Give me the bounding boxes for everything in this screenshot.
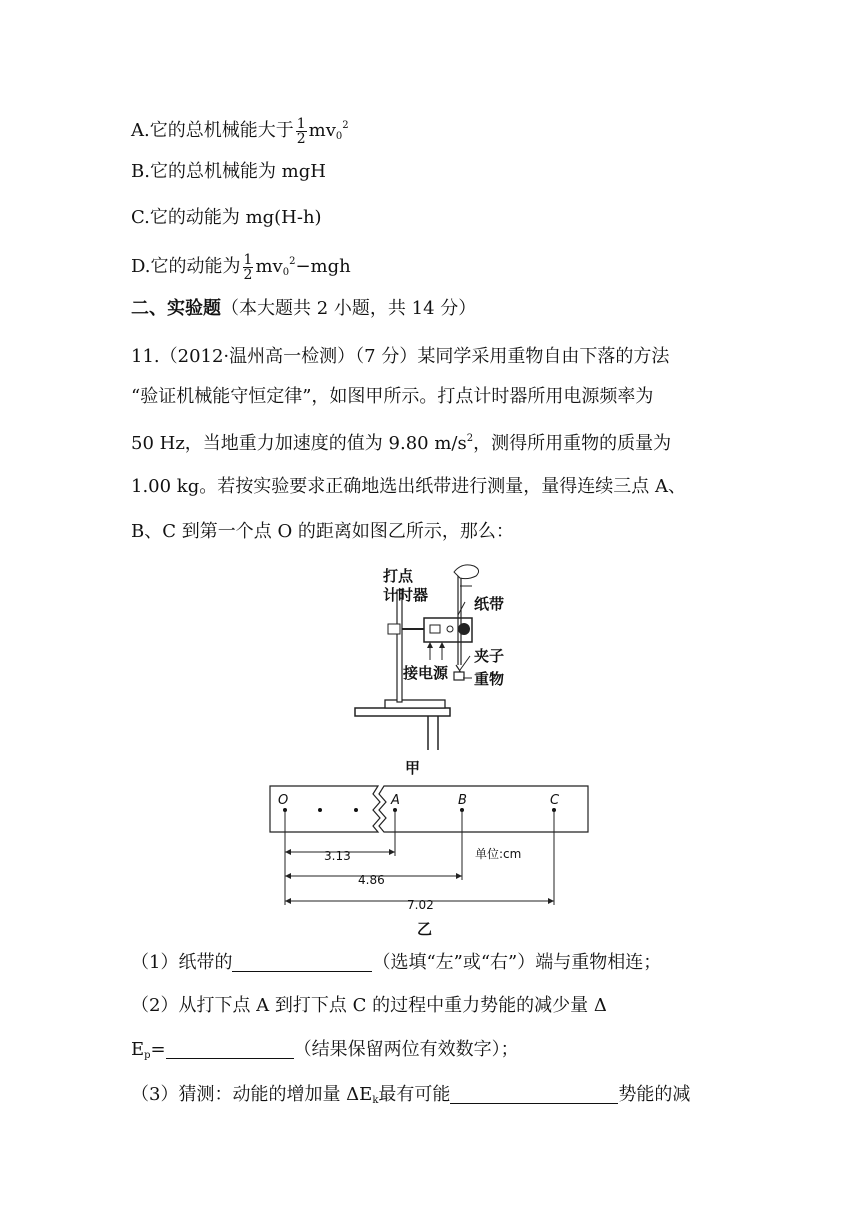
- timer-coil: [458, 623, 470, 635]
- answer-blank-1[interactable]: [232, 953, 372, 972]
- point-b-label: B: [458, 793, 467, 808]
- section-meta: （本大题共 2 小题，共 14 分）: [221, 298, 477, 319]
- question-line-3: 50 Hz，当地重力加速度的值为 9.80 $m/s^2$，测得所用重物的质量为: [131, 433, 672, 454]
- dot-2: [354, 808, 358, 812]
- section-title: 二、实验题: [131, 298, 221, 319]
- option-d-fraction: $\frac{1}{2}$: [243, 251, 253, 283]
- figure-a-caption: 甲: [405, 759, 421, 777]
- distance-oa: 3.13: [324, 849, 351, 863]
- tape-figure: [260, 780, 600, 920]
- section-heading: [131, 297, 476, 321]
- stand-clamp: [388, 624, 400, 634]
- sub-question-1: （1）纸带的 （选填“左”或“右”）端与重物相连；: [131, 952, 662, 973]
- option-a-fraction: $\frac{1}{2}$: [296, 115, 306, 147]
- option-d: D.它的动能为 $\frac{1}{2}$ $mv_0^2-mgh$: [131, 251, 351, 283]
- point-a-label: A: [391, 793, 400, 808]
- option-c: C.它的动能为 mg(H-h): [131, 207, 322, 228]
- table-top: [355, 708, 450, 716]
- sub-question-2-cont: $E_p=$ （结果保留两位有效数字）；: [131, 1039, 519, 1061]
- stand-base: [385, 700, 445, 708]
- point-c-label: C: [550, 793, 560, 808]
- sub-question-3: （3）猜测：动能的增加量 $\Delta E_k$最有可能 势能的减: [131, 1084, 691, 1106]
- question-line-5: B、C 到第一个点 O 的距离如图乙所示，那么：: [131, 521, 514, 542]
- label-timer-2: 计时器: [383, 586, 429, 604]
- answer-blank-2[interactable]: [166, 1040, 294, 1059]
- option-a-prefix: A.它的总机械能大于: [131, 120, 294, 141]
- label-clip: 夹子: [474, 647, 505, 665]
- label-timer-1: 打点: [383, 567, 414, 585]
- distance-ob: 4.86: [358, 873, 385, 887]
- stand-pole: [397, 590, 402, 702]
- sub-question-2: （2）从打下点 A 到打下点 C 的过程中重力势能的减少量 Δ: [131, 995, 607, 1016]
- option-d-prefix: D.它的动能为: [131, 256, 241, 277]
- distance-oc: 7.02: [407, 898, 434, 912]
- question-line-4: 1.00 kg。若按实验要求正确地选出纸带进行测量，量得连续三点 A、: [131, 476, 686, 497]
- label-weight: 重物: [474, 670, 505, 688]
- figure-b-caption: 乙: [417, 920, 433, 938]
- point-o-label: O: [278, 793, 289, 808]
- unit-label: 单位:cm: [475, 847, 522, 861]
- dot-1: [318, 808, 322, 812]
- option-a: A.它的总机械能大于 $\frac{1}{2}$ $mv_0^2$: [131, 115, 349, 147]
- weight-icon: [454, 672, 464, 680]
- answer-blank-3[interactable]: [450, 1085, 618, 1104]
- question-line-2: “验证机械能守恒定律”，如图甲所示。打点计时器所用电源频率为: [131, 386, 654, 407]
- label-power: 接电源: [403, 664, 449, 682]
- label-tape: 纸带: [474, 595, 505, 613]
- option-b: B.它的总机械能为 mgH: [131, 161, 326, 182]
- question-line-1: 11.（2012·温州高一检测）（7 分）某同学采用重物自由下落的方法: [131, 346, 670, 367]
